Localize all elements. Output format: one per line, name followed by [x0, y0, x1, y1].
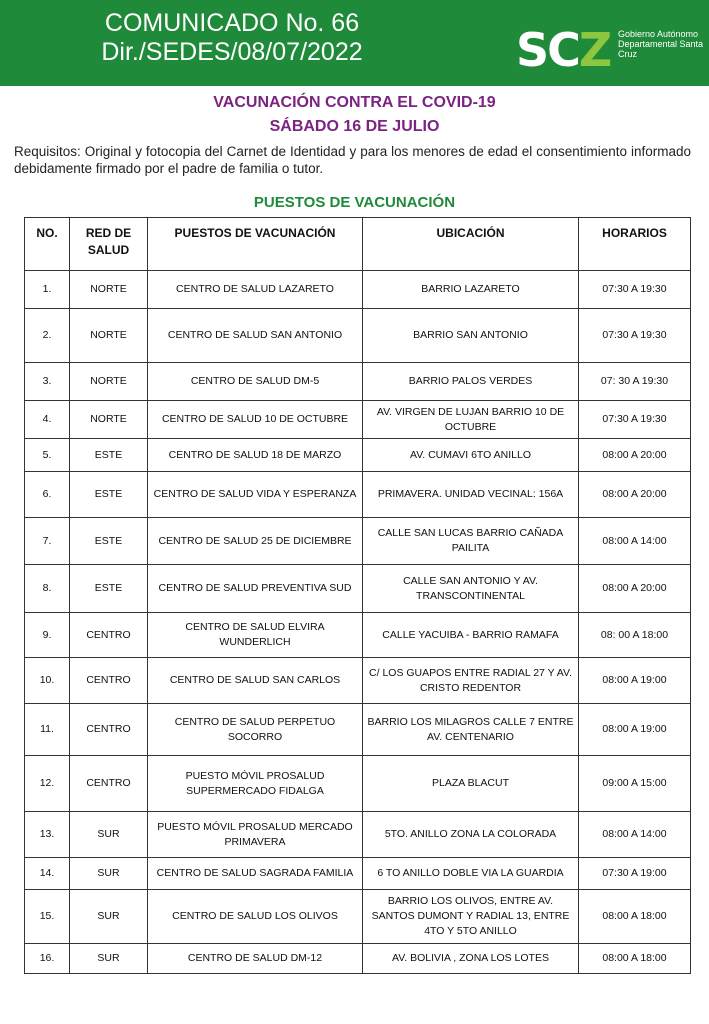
cell-no: 1.	[25, 271, 70, 309]
cell-no: 13.	[25, 812, 70, 858]
table-row	[25, 890, 691, 944]
communique-number: COMUNICADO No. 66	[104, 9, 360, 37]
cell-red: ESTE	[70, 439, 148, 472]
cell-puesto: CENTRO DE SALUD VIDA Y ESPERANZA	[148, 472, 363, 518]
cell-horario: 07:30 A 19:30	[579, 401, 691, 439]
cell-puesto: CENTRO DE SALUD DM-5	[148, 363, 363, 401]
cell-ubicacion: BARRIO LAZARETO	[363, 271, 579, 309]
document-date: SÁBADO 16 DE JULIO	[269, 118, 440, 135]
table-row	[25, 658, 691, 704]
cell-puesto: CENTRO DE SALUD SAN ANTONIO	[148, 309, 363, 363]
header-ubicacion: UBICACIÓN	[363, 218, 579, 271]
header-horarios: HORARIOS	[579, 218, 691, 271]
cell-red: SUR	[70, 944, 148, 974]
cell-no: 2.	[25, 309, 70, 363]
section-title: PUESTOS DE VACUNACIÓN	[253, 194, 456, 211]
cell-red: NORTE	[70, 401, 148, 439]
cell-horario: 08:00 A 18:00	[579, 944, 691, 974]
cell-red: NORTE	[70, 309, 148, 363]
cell-horario: 07:30 A 19:30	[579, 271, 691, 309]
cell-red: ESTE	[70, 518, 148, 565]
cell-ubicacion: 6 TO ANILLO DOBLE VIA LA GUARDIA	[363, 858, 579, 890]
cell-red: CENTRO	[70, 613, 148, 658]
requirements-text: Requisitos: Original y fotocopia del Carnet de Identidad y para los menores de edad el consentimiento informado debidamente firmado por el padre de familia o tutor.	[14, 144, 691, 176]
table-row	[25, 472, 691, 518]
cell-horario: 07:30 A 19:00	[579, 858, 691, 890]
cell-ubicacion: AV. VIRGEN DE LUJAN BARRIO 10 DE OCTUBRE	[363, 401, 579, 439]
cell-horario: 08:00 A 14:00	[579, 812, 691, 858]
cell-red: CENTRO	[70, 704, 148, 756]
cell-ubicacion: PLAZA BLACUT	[363, 756, 579, 812]
logo-letters: SCZ	[516, 23, 611, 77]
cell-puesto: CENTRO DE SALUD 25 DE DICIEMBRE	[148, 518, 363, 565]
cell-ubicacion: 5TO. ANILLO ZONA LA COLORADA	[363, 812, 579, 858]
cell-no: 8.	[25, 565, 70, 613]
table-row	[25, 271, 691, 309]
cell-no: 10.	[25, 658, 70, 704]
table-row	[25, 309, 691, 363]
cell-ubicacion: BARRIO PALOS VERDES	[363, 363, 579, 401]
cell-red: SUR	[70, 890, 148, 944]
cell-no: 11.	[25, 704, 70, 756]
cell-horario: 08:00 A 14:00	[579, 518, 691, 565]
communique-reference: Dir./SEDES/08/07/2022	[101, 38, 363, 66]
table-row	[25, 613, 691, 658]
cell-no: 12.	[25, 756, 70, 812]
cell-horario: 08:00 A 20:00	[579, 565, 691, 613]
cell-no: 7.	[25, 518, 70, 565]
header-no: NO.	[25, 218, 70, 271]
cell-ubicacion: BARRIO LOS MILAGROS CALLE 7 ENTRE AV. CENTENARIO	[363, 704, 579, 756]
cell-red: ESTE	[70, 565, 148, 613]
cell-ubicacion: BARRIO LOS OLIVOS, ENTRE AV. SANTOS DUMONT Y RADIAL 13, ENTRE 4TO Y 5TO ANILLO	[363, 890, 579, 944]
header-puestos: PUESTOS DE VACUNACIÓN	[148, 218, 363, 271]
cell-puesto: CENTRO DE SALUD LOS OLIVOS	[148, 890, 363, 944]
vaccination-sites-table	[24, 217, 691, 974]
cell-horario: 09:00 A 15:00	[579, 756, 691, 812]
cell-horario: 07:30 A 19:30	[579, 309, 691, 363]
table-row	[25, 944, 691, 974]
cell-no: 14.	[25, 858, 70, 890]
table-row	[25, 401, 691, 439]
cell-red: SUR	[70, 812, 148, 858]
cell-ubicacion: C/ LOS GUAPOS ENTRE RADIAL 27 Y AV. CRISTO REDENTOR	[363, 658, 579, 704]
cell-ubicacion: CALLE SAN LUCAS BARRIO CAÑADA PAILITA	[363, 518, 579, 565]
cell-horario: 08:00 A 18:00	[579, 890, 691, 944]
table-row	[25, 363, 691, 401]
table-row	[25, 439, 691, 472]
cell-puesto: CENTRO DE SALUD DM-12	[148, 944, 363, 974]
header-banner	[0, 0, 709, 86]
cell-horario: 08:00 A 20:00	[579, 439, 691, 472]
cell-ubicacion: CALLE SAN ANTONIO Y AV. TRANSCONTINENTAL	[363, 565, 579, 613]
cell-red: NORTE	[70, 363, 148, 401]
cell-puesto: PUESTO MÓVIL PROSALUD MERCADO PRIMAVERA	[148, 812, 363, 858]
table-row	[25, 812, 691, 858]
cell-puesto: CENTRO DE SALUD 10 DE OCTUBRE	[148, 401, 363, 439]
cell-horario: 07: 30 A 19:30	[579, 363, 691, 401]
cell-puesto: CENTRO DE SALUD PREVENTIVA SUD	[148, 565, 363, 613]
table-row	[25, 858, 691, 890]
cell-horario: 08:00 A 19:00	[579, 704, 691, 756]
header-red-de-salud: RED DE SALUD	[70, 218, 148, 271]
table-header-row	[25, 218, 691, 271]
cell-no: 3.	[25, 363, 70, 401]
cell-horario: 08:00 A 20:00	[579, 472, 691, 518]
cell-puesto: PUESTO MÓVIL PROSALUD SUPERMERCADO FIDALGA	[148, 756, 363, 812]
cell-ubicacion: BARRIO SAN ANTONIO	[363, 309, 579, 363]
cell-red: CENTRO	[70, 756, 148, 812]
cell-puesto: CENTRO DE SALUD ELVIRA WUNDERLICH	[148, 613, 363, 658]
cell-puesto: CENTRO DE SALUD 18 DE MARZO	[148, 439, 363, 472]
cell-horario: 08:00 A 19:00	[579, 658, 691, 704]
cell-no: 15.	[25, 890, 70, 944]
table-row	[25, 518, 691, 565]
document-title: VACUNACIÓN CONTRA EL COVID-19	[213, 94, 496, 111]
cell-puesto: CENTRO DE SALUD PERPETUO SOCORRO	[148, 704, 363, 756]
cell-red: SUR	[70, 858, 148, 890]
cell-no: 5.	[25, 439, 70, 472]
cell-no: 4.	[25, 401, 70, 439]
cell-red: NORTE	[70, 271, 148, 309]
cell-no: 6.	[25, 472, 70, 518]
cell-red: ESTE	[70, 472, 148, 518]
table-row	[25, 756, 691, 812]
cell-puesto: CENTRO DE SALUD LAZARETO	[148, 271, 363, 309]
cell-red: CENTRO	[70, 658, 148, 704]
cell-ubicacion: CALLE YACUIBA - BARRIO RAMAFA	[363, 613, 579, 658]
table-row	[25, 704, 691, 756]
logo-subtitle: Gobierno Autónomo Departamental Santa Cruz	[618, 29, 704, 59]
cell-puesto: CENTRO DE SALUD SAGRADA FAMILIA	[148, 858, 363, 890]
cell-no: 9.	[25, 613, 70, 658]
table-row	[25, 565, 691, 613]
cell-ubicacion: AV. BOLIVIA , ZONA LOS LOTES	[363, 944, 579, 974]
cell-no: 16.	[25, 944, 70, 974]
cell-ubicacion: PRIMAVERA. UNIDAD VECINAL: 156A	[363, 472, 579, 518]
cell-puesto: CENTRO DE SALUD SAN CARLOS	[148, 658, 363, 704]
cell-ubicacion: AV. CUMAVI 6TO ANILLO	[363, 439, 579, 472]
cell-horario: 08: 00 A 18:00	[579, 613, 691, 658]
